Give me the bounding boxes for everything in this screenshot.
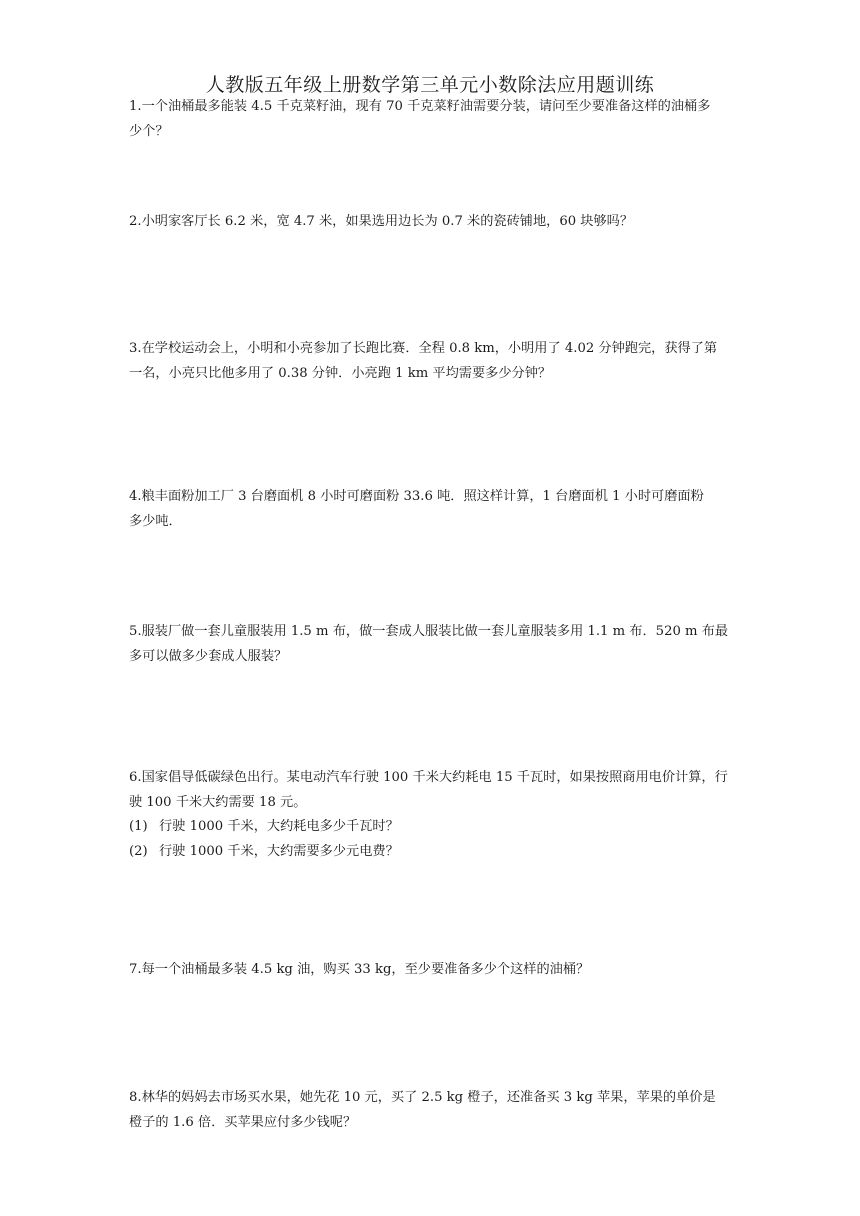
sub-question-number: (1)	[129, 819, 148, 834]
question-2-line-1: 2.小明家客厅长 6.2 米，宽 4.7 米，如果选用边长为 0.7 米的瓷砖铺地，60 块够吗？	[129, 214, 634, 229]
question-4-line-2: 多少吨．	[129, 513, 182, 529]
question-3-line-2: 一名，小亮只比他多用了 0.38 分钟．小亮跑 1 km 平均需要多少分钟？	[129, 365, 552, 381]
question-5-line-1: 5.服装厂做一套儿童服装用 1.5 m 布，做一套成人服装比做一套儿童服装多用 1.1 m 布．520 m 布最	[129, 624, 729, 639]
question-5	[129, 620, 803, 669]
question-8-line-1: 8.林华的妈妈去市场买水果，她先花 10 元，买了 2.5 kg 橙子，还准备买 3 kg 苹果，苹果的单价是	[129, 1090, 716, 1105]
question-8	[129, 1086, 803, 1135]
question-2	[129, 210, 803, 235]
sub-question-text: 行驶 1000 千米，大约需要多少元电费？	[159, 843, 399, 859]
question-7-line-1: 7.每一个油桶最多装 4.5 kg 油，购买 33 kg，至少要准备多少个这样的油桶？	[129, 962, 590, 977]
sub-question-text: 行驶 1000 千米，大约耗电多少千瓦时？	[159, 819, 399, 834]
question-8-line-2: 橙子的 1.6 倍．买苹果应付多少钱呢？	[129, 1114, 357, 1130]
question-6-sub-2	[129, 840, 803, 865]
question-5-line-2: 多可以做多少套成人服装？	[129, 648, 288, 664]
question-1-line-2: 少个？	[129, 123, 169, 139]
question-3	[129, 337, 803, 386]
sub-question-number: (2)	[129, 843, 148, 859]
question-6-line-1: 6.国家倡导低碳绿色出行。某电动汽车行驶 100 千米大约耗电 15 千瓦时，如果按照商用电价计算，行	[129, 770, 728, 785]
page-title: 人教版五年级上册数学第三单元小数除法应用题训练	[205, 74, 655, 96]
question-6-line-2: 驶 100 千米大约需要 18 元。	[129, 794, 307, 810]
question-6	[129, 766, 803, 864]
question-1	[129, 95, 803, 144]
question-3-line-1: 3.在学校运动会上，小明和小亮参加了长跑比赛．全程 0.8 km，小明用了 4.02 分钟跑完，获得了第	[129, 341, 718, 356]
question-4	[129, 485, 803, 534]
question-4-line-1: 4.粮丰面粉加工厂 3 台磨面机 8 小时可磨面粉 33.6 吨．照这样计算，1 台磨面机 1 小时可磨面粉	[129, 489, 704, 504]
question-7	[129, 958, 803, 983]
question-6-sub-1	[129, 815, 803, 840]
question-1-line-1: 1.一个油桶最多能装 4.5 千克菜籽油，现有 70 千克菜籽油需要分装，请问至少要准备这样的油桶多	[129, 99, 711, 114]
